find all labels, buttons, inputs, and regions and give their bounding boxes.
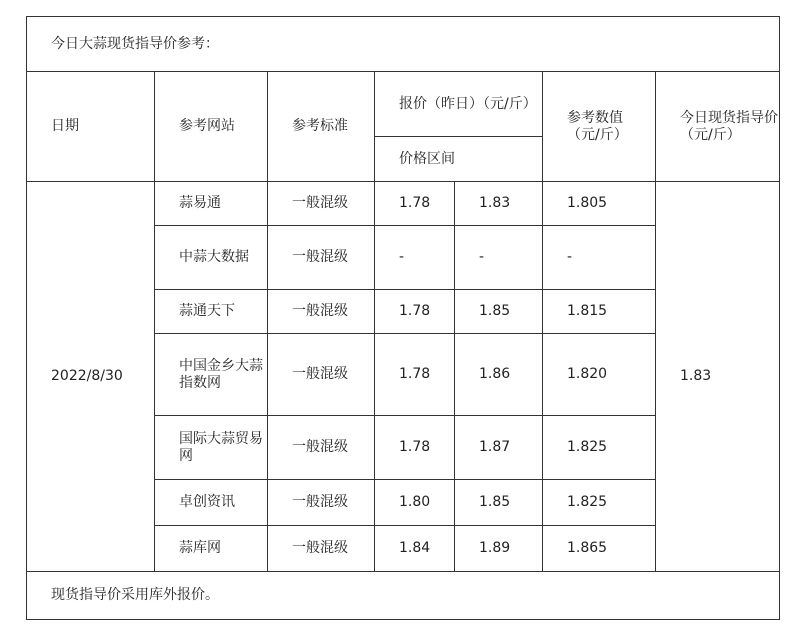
site-cell: 蒜通天下 bbox=[155, 290, 268, 334]
site-cell: 蒜库网 bbox=[155, 526, 268, 572]
date-cell: 2022/8/30 bbox=[27, 182, 155, 572]
ref-value-cell: 1.865 bbox=[543, 526, 656, 572]
standard-cell: 一般混级 bbox=[268, 290, 375, 334]
low-price-cell: 1.84 bbox=[375, 526, 455, 572]
header-ref-value: 参考数值（元/斤） bbox=[543, 72, 656, 182]
ref-value-cell: 1.815 bbox=[543, 290, 656, 334]
ref-value-cell: - bbox=[543, 226, 656, 290]
high-price-cell: 1.85 bbox=[455, 290, 543, 334]
high-price-cell: 1.86 bbox=[455, 334, 543, 416]
low-price-cell: - bbox=[375, 226, 455, 290]
site-cell: 中国金乡大蒜指数网 bbox=[155, 334, 268, 416]
header-date: 日期 bbox=[27, 72, 155, 182]
table-title: 今日大蒜现货指导价参考： bbox=[27, 17, 780, 72]
header-standard: 参考标准 bbox=[268, 72, 375, 182]
site-cell: 中蒜大数据 bbox=[155, 226, 268, 290]
table-row bbox=[27, 182, 780, 226]
header-price: 报价（昨日）（元/斤） bbox=[375, 72, 543, 137]
high-price-cell: 1.83 bbox=[455, 182, 543, 226]
ref-value-cell: 1.820 bbox=[543, 334, 656, 416]
low-price-cell: 1.78 bbox=[375, 290, 455, 334]
title-row bbox=[27, 17, 780, 72]
header-site: 参考网站 bbox=[155, 72, 268, 182]
standard-cell: 一般混级 bbox=[268, 334, 375, 416]
high-price-cell: - bbox=[455, 226, 543, 290]
header-row bbox=[27, 72, 780, 137]
site-cell: 卓创资讯 bbox=[155, 480, 268, 526]
ref-value-cell: 1.825 bbox=[543, 480, 656, 526]
high-price-cell: 1.89 bbox=[455, 526, 543, 572]
ref-value-cell: 1.825 bbox=[543, 416, 656, 480]
standard-cell: 一般混级 bbox=[268, 226, 375, 290]
low-price-cell: 1.78 bbox=[375, 416, 455, 480]
table-footnote: 现货指导价采用库外报价。 bbox=[27, 572, 780, 620]
site-cell: 国际大蒜贸易网 bbox=[155, 416, 268, 480]
price-table-frame bbox=[26, 16, 779, 624]
garlic-price-table bbox=[26, 16, 780, 620]
header-range: 价格区间 bbox=[375, 137, 543, 182]
header-today-price: 今日现货指导价（元/斤） bbox=[656, 72, 780, 182]
low-price-cell: 1.78 bbox=[375, 182, 455, 226]
high-price-cell: 1.87 bbox=[455, 416, 543, 480]
site-cell: 蒜易通 bbox=[155, 182, 268, 226]
low-price-cell: 1.78 bbox=[375, 334, 455, 416]
standard-cell: 一般混级 bbox=[268, 480, 375, 526]
standard-cell: 一般混级 bbox=[268, 182, 375, 226]
today-price-cell: 1.83 bbox=[656, 182, 780, 572]
footer-row bbox=[27, 572, 780, 620]
standard-cell: 一般混级 bbox=[268, 526, 375, 572]
high-price-cell: 1.85 bbox=[455, 480, 543, 526]
low-price-cell: 1.80 bbox=[375, 480, 455, 526]
standard-cell: 一般混级 bbox=[268, 416, 375, 480]
ref-value-cell: 1.805 bbox=[543, 182, 656, 226]
